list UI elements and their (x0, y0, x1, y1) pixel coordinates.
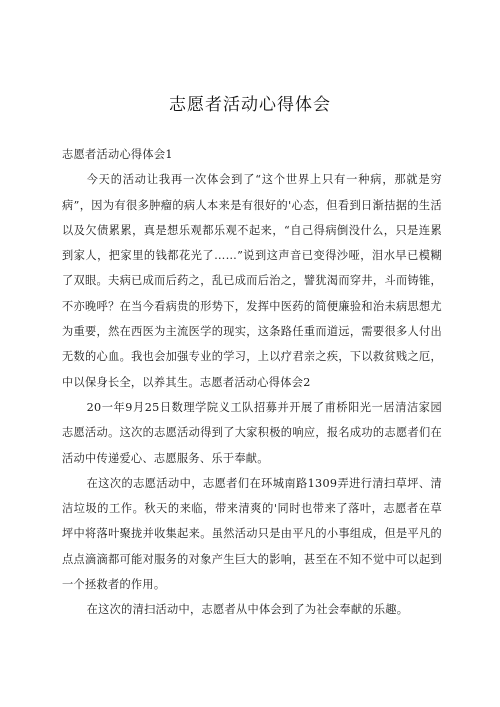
document-body (62, 142, 442, 623)
paragraph: 在这次的志愿活动中，志愿者们在环城南路1309弄进行清扫草坪、清洁垃圾的工作。秋天的来临，带来清爽的'同时也带来了落叶，志愿者在草坪中将落叶聚拢并收集起来。虽然活动只是由平凡的小事组成，但是平凡的点点滴滴都可能对服务的对象产生巨大的影响，甚至在不知不觉中可以起到一个拯救者的作用。 (62, 476, 442, 592)
document-title: 志愿者活动心得体会 (169, 95, 331, 115)
paragraph: 20一年9月25日数理学院义工队招募并开展了甫桥阳光一居清洁家园志愿活动。这次的志愿活动得到了大家积极的响应，报名成功的志愿者们在活动中传递爱心、志愿服务、乐于奉献。 (62, 400, 442, 465)
paragraph: 今天的活动让我再一次体会到了“这个世界上只有一种病，那就是穷病”，因为有很多肿瘤的病人本来是有很好的'心态，但看到日渐拮据的生活以及欠债累累，真是想乐观都乐观不起来，“自己得病倒没什么，只是连累到家人，把家里的钱都花光了……”说到这声音已变得沙哑，泪水早已模糊了双眼。夫病已成而后药之，乱已成而后治之，譬犹渴而穿井，斗而铸锥，不亦晚呼？在当今看病贵的形势下，发挥中医药的简便廉验和治未病思想尤为重要，然在西医为主流医学的现实，这条路任重而道远，需要很多人付出无数的心血。我也会加强专业的学习，上以疗君亲之疾，下以救贫贱之厄，中以保身长全，以养其生。志愿者活动心得体会2 (62, 173, 442, 389)
paragraph: 在这次的清扫活动中，志愿者从中体会到了为社会奉献的乐趣。 (86, 603, 409, 617)
section-heading: 志愿者活动心得体会1 (62, 148, 173, 161)
